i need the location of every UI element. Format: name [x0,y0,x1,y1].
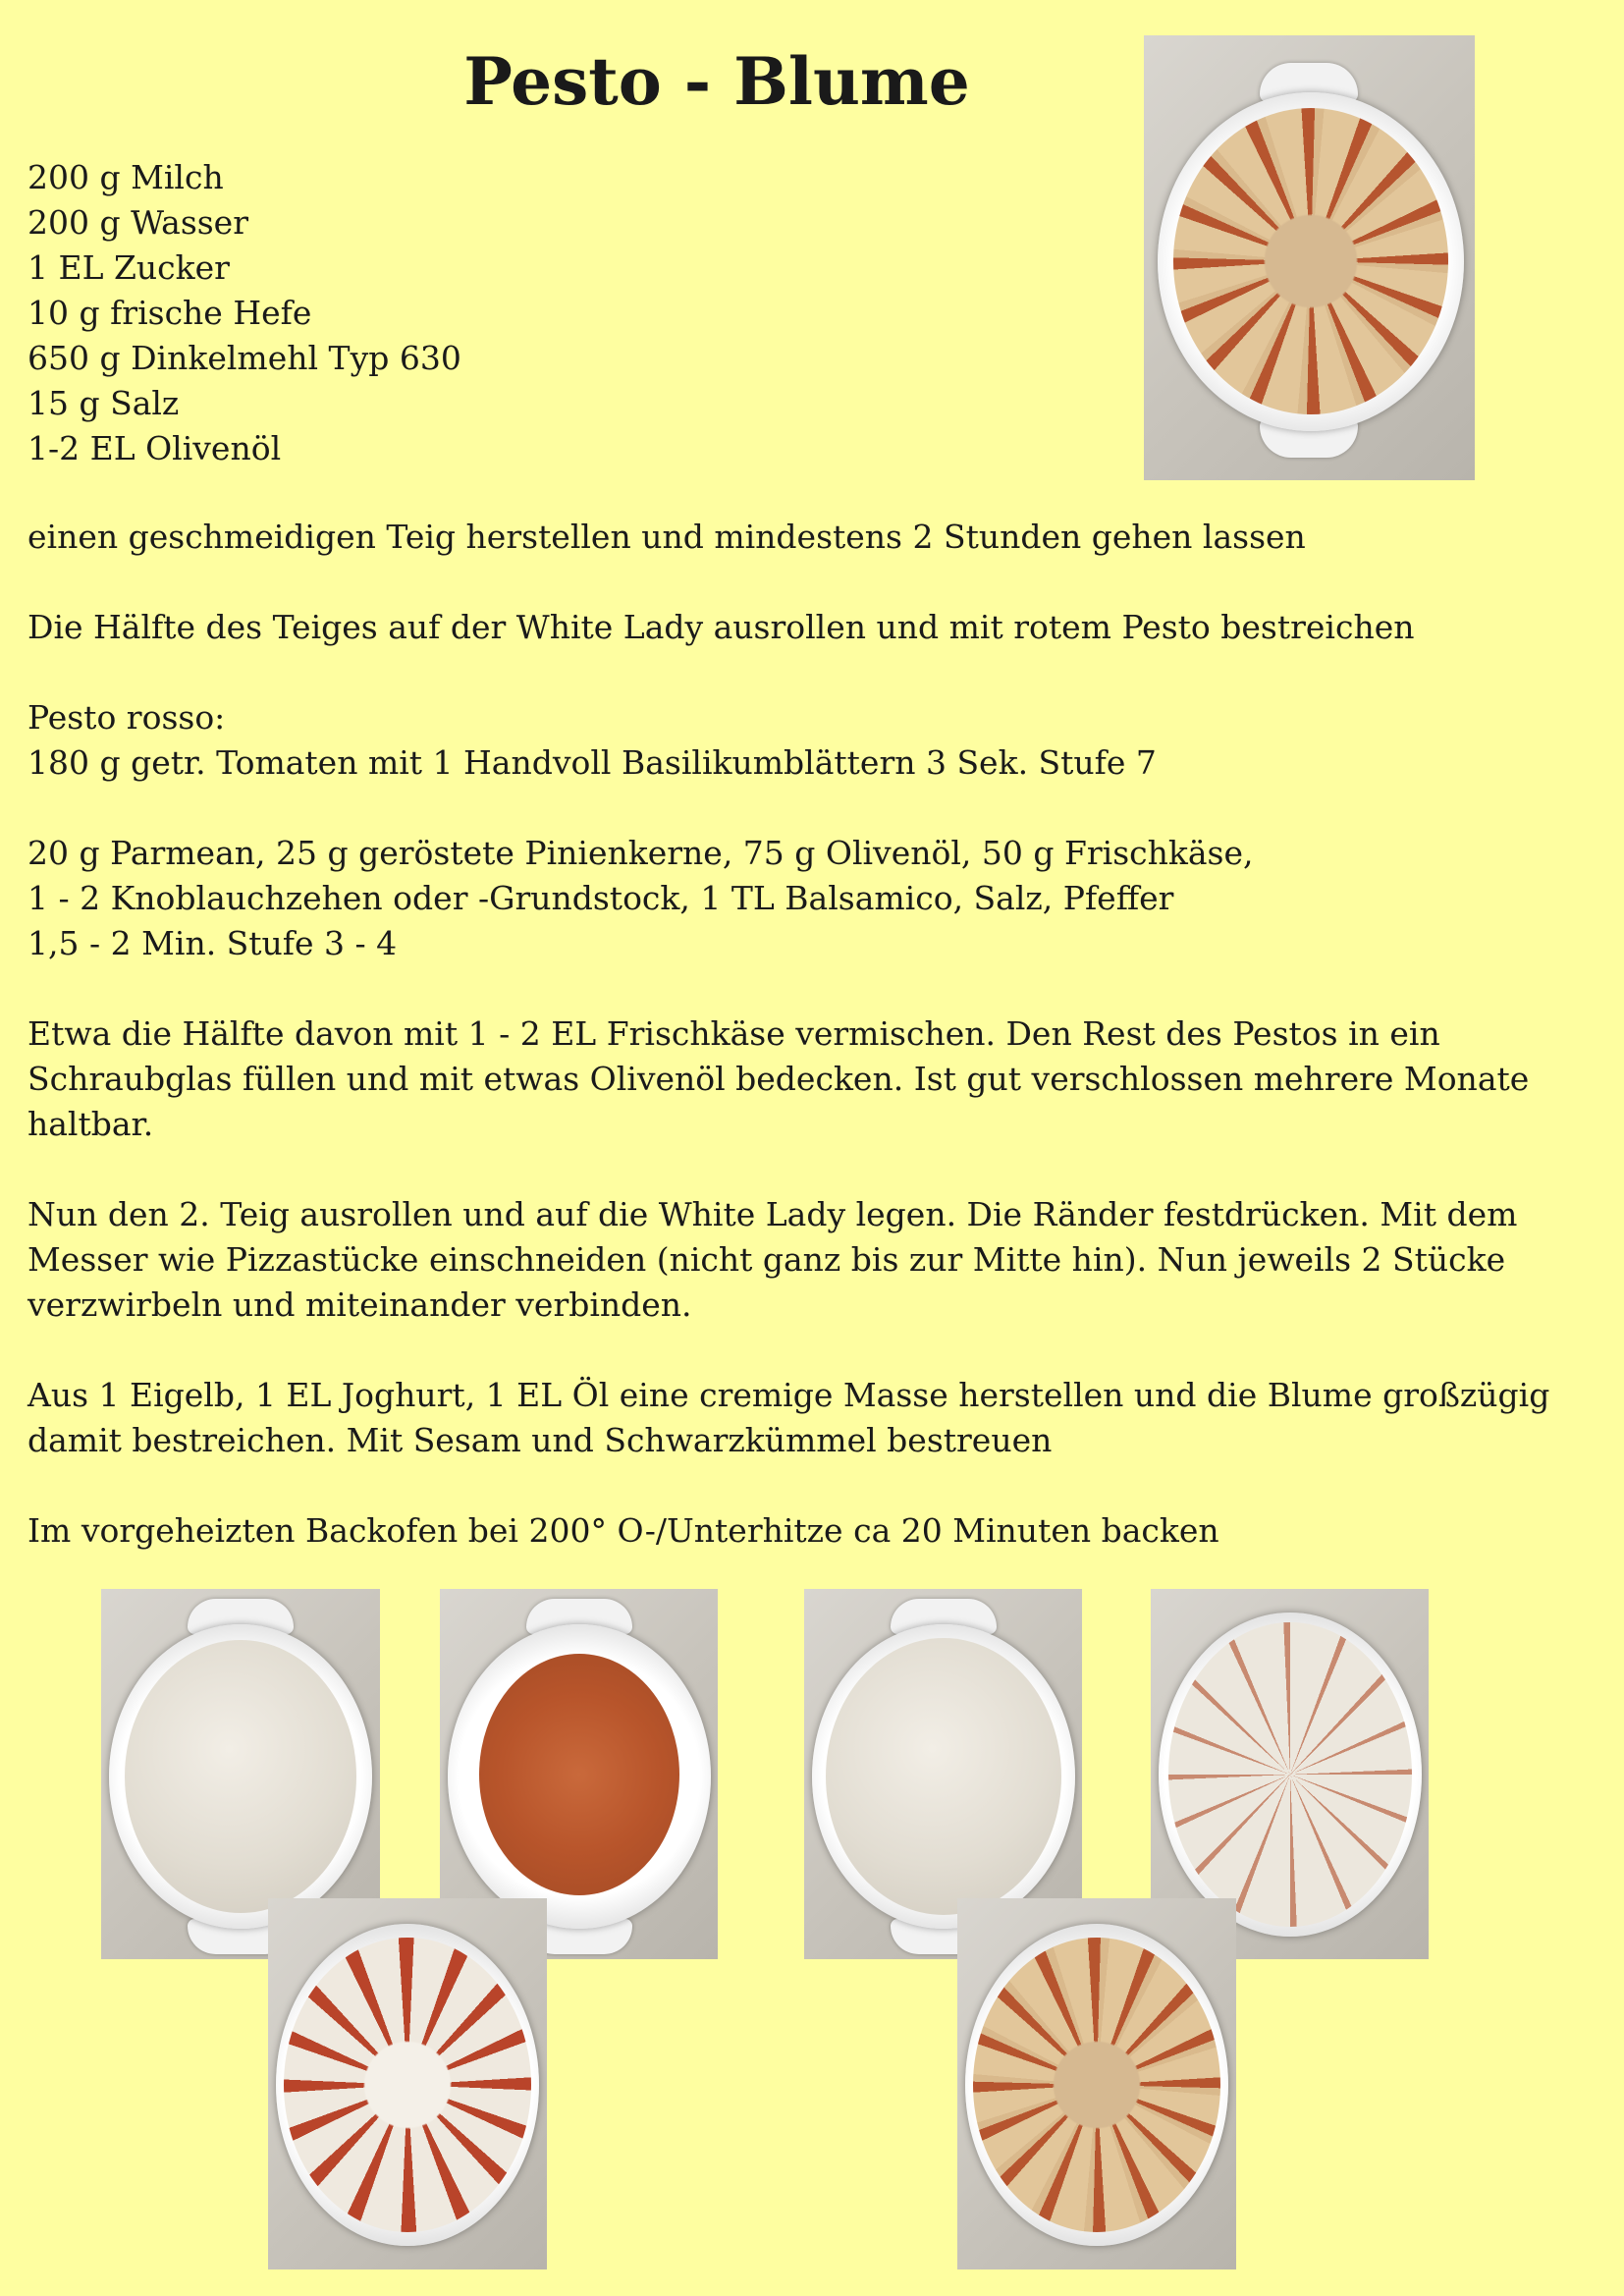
step-roll-out: Die Hälfte des Teiges auf der White Lady ausrollen und mit rotem Pesto bestreichen [27,608,1415,646]
step-glaze: Aus 1 Eigelb, 1 EL Joghurt, 1 EL Öl eine cremige Masse herstellen und die Blume großzügig damit bestreichen. Mit Sesam und Schwarzkümmel bestreuen [27,1376,1550,1459]
finished-flower-photo [1144,35,1475,480]
pesto-step-2-line-3: 1,5 - 2 Min. Stufe 3 - 4 [27,924,398,962]
pesto-step-1: 180 g getr. Tomaten mit 1 Handvoll Basilikumblättern 3 Sek. Stufe 7 [27,743,1157,782]
step-bake: Im vorgeheizten Backofen bei 200° O-/Unterhitze ca 20 Minuten backen [27,1511,1219,1550]
step-shape: Nun den 2. Teig ausrollen und auf die White Lady legen. Die Ränder festdrücken. Mit dem Messer wie Pizzastücke einschneiden (nicht ganz bis zur Mitte hin). Nun jeweils 2 Stücke verzwirbeln und miteinander verbinden. [27,1195,1518,1324]
step-mix: Etwa die Hälfte davon mit 1 - 2 EL Frischkäse vermischen. Den Rest des Pestos in ein Schraubglas füllen und mit etwas Olivenöl bedecken. Ist gut verschlossen mehrere Monate haltbar. [27,1014,1530,1143]
ingredient-item: 200 g Wasser [27,203,248,242]
twisted-flower-photo [268,1898,547,2269]
ingredient-item: 1 EL Zucker [27,248,230,287]
pesto-step-2-line-2: 1 - 2 Knoblauchzehen oder -Grundstock, 1 TL Balsamico, Salz, Pfeffer [27,879,1174,917]
ingredient-item: 650 g Dinkelmehl Typ 630 [27,339,461,377]
ingredient-list [27,155,461,471]
ingredient-item: 10 g frische Hefe [27,294,312,332]
ingredient-item: 15 g Salz [27,384,180,422]
glazed-flower-photo [957,1898,1236,2269]
ingredient-item: 1-2 EL Olivenöl [27,429,282,467]
step-dough: einen geschmeidigen Teig herstellen und mindestens 2 Stunden gehen lassen [27,518,1306,556]
pesto-heading: Pesto rosso: [27,698,226,737]
recipe-title: Pesto - Blume [463,43,970,120]
ingredient-item: 200 g Milch [27,158,224,196]
pesto-step-2-line-1: 20 g Parmean, 25 g geröstete Pinienkerne, 75 g Olivenöl, 50 g Frischkäse, [27,834,1254,872]
